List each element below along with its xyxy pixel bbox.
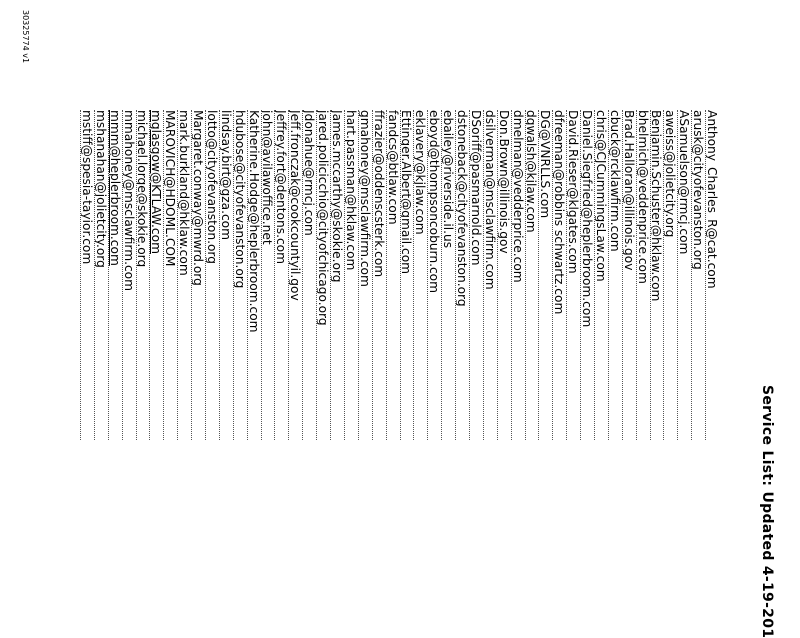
email-row <box>149 110 163 440</box>
email-row <box>163 110 177 440</box>
email-address: bhelmich@veddenprice.com <box>635 110 650 284</box>
email-address: john@avilawoffice.net <box>260 110 275 245</box>
email-row <box>608 110 622 440</box>
email-row <box>177 110 191 440</box>
email-row <box>191 110 205 440</box>
email-row <box>122 110 136 440</box>
email-address: mmahoney@msclawfirm.com <box>121 110 136 292</box>
email-address: DG@VNRLLS.com <box>538 110 553 219</box>
email-address: James.mccarthy@skokie.org <box>330 110 344 283</box>
email-row <box>94 110 108 440</box>
email-address: DSoriff@pasmarnold.com <box>468 110 483 266</box>
email-address: jared.policicchio@cityofchicago.org <box>316 110 331 326</box>
email-row <box>108 110 122 440</box>
email-address: mglasgow@KTLAW.com <box>149 110 164 254</box>
service-email-list <box>80 110 719 440</box>
email-row <box>302 110 316 440</box>
email-address: dmelman@vedderprice.com <box>510 110 525 283</box>
email-row <box>427 110 441 440</box>
email-address: ASamuelson@rmcj.com <box>677 110 692 255</box>
email-address: hdubose@cityofevanston.org <box>232 110 247 289</box>
email-row <box>525 110 539 440</box>
email-row <box>358 110 372 440</box>
email-row <box>247 110 261 440</box>
email-row <box>219 110 233 440</box>
email-row <box>261 110 275 440</box>
email-address: Don.Brown@illinois.gov <box>496 110 511 254</box>
email-row <box>538 110 552 440</box>
email-row <box>275 110 289 440</box>
email-row <box>677 110 691 440</box>
email-address: gmahoney@msclawfirm.com <box>357 110 372 287</box>
email-address: fandcs@btlaw.com <box>385 110 400 225</box>
email-address: Daniel.Siegfried@heplerbroom.com <box>580 110 594 328</box>
email-address: Brad.Halloran@illinois.gov <box>621 110 636 271</box>
email-address: dgwalsh@kjlaw.com <box>524 110 539 233</box>
email-row <box>400 110 414 440</box>
email-row <box>566 110 580 440</box>
email-row <box>288 110 302 440</box>
email-row <box>622 110 636 440</box>
email-row <box>233 110 247 440</box>
email-row <box>483 110 497 440</box>
email-address: ebailey@riverside.il.us <box>441 110 456 249</box>
email-address: mark.burkland@hklaw.com <box>177 110 192 276</box>
email-row <box>650 110 664 440</box>
email-address: chris@CJCummingsLaw.com <box>593 110 608 282</box>
email-row <box>580 110 594 440</box>
email-address: lindsay.birt@gza.com <box>218 110 233 241</box>
email-address: ffrazier@oddenscsterk.com <box>371 110 386 278</box>
email-address: cbuck@rcklawfirm.com <box>607 110 622 252</box>
email-row <box>705 110 719 440</box>
email-row <box>552 110 566 440</box>
email-address: MAROVICH@HDOML.COM <box>163 110 178 267</box>
email-address: Jdonahue@rmcj.com <box>302 110 317 236</box>
email-address: Anthony_Charles_R@cat.com <box>705 110 719 289</box>
email-row <box>663 110 677 440</box>
email-address: aweiss@jolietcity.org <box>663 110 678 238</box>
email-address: dfreeman@robbins schwartz.com <box>552 110 567 315</box>
email-address: Margaret.conway@mwrd.org <box>191 110 206 286</box>
email-row <box>80 110 94 440</box>
email-row <box>636 110 650 440</box>
email-row <box>205 110 219 440</box>
email-row <box>344 110 358 440</box>
email-row <box>316 110 330 440</box>
page-title: Service List: Updated 4-19-201 <box>759 385 775 638</box>
email-row <box>691 110 705 440</box>
document-number: 30325774 v1 <box>21 10 30 64</box>
email-row <box>413 110 427 440</box>
email-row <box>511 110 525 440</box>
email-address: dstoneback@cityofevanston.org <box>455 110 469 307</box>
email-row <box>441 110 455 440</box>
email-address: mshanahan@jolietcity.org <box>93 110 108 268</box>
email-row <box>372 110 386 440</box>
email-address: dsilverman@msclawfirm.com <box>482 110 497 290</box>
email-address: arusk@cityofevanston.org <box>691 110 706 270</box>
email-row <box>455 110 469 440</box>
email-address: Jeffrey.fort@dentons.com <box>274 110 289 264</box>
email-row <box>594 110 608 440</box>
email-address: mstiff@spesia-tayior.com <box>80 110 94 265</box>
email-address: eboyd@thompsoncoburn.com <box>427 110 442 293</box>
email-address: hart.passman@hklaw.com <box>343 110 358 271</box>
email-address: Ettinger.Albert@gmail.com <box>399 110 414 275</box>
email-row <box>469 110 483 440</box>
email-row <box>136 110 150 440</box>
email-address: michael.lorge@skokie.org <box>135 110 150 268</box>
email-address: mmm@heplerbroom.com <box>107 110 122 266</box>
email-row <box>386 110 400 440</box>
email-address: David.Rieser@klgates.com <box>566 110 581 274</box>
email-address: eklavery@kjlaw.com <box>413 110 428 235</box>
email-address: Jeff.fronczak@cookcountyil.gov <box>288 110 303 301</box>
email-row <box>330 110 344 440</box>
email-row <box>497 110 511 440</box>
email-address: Katherine.Hodge@heplerbroom.com <box>246 110 261 333</box>
email-address: lotto@cityofevanston.org <box>205 110 219 264</box>
email-address: Benjamin.Schuster@hklaw.com <box>649 110 664 302</box>
